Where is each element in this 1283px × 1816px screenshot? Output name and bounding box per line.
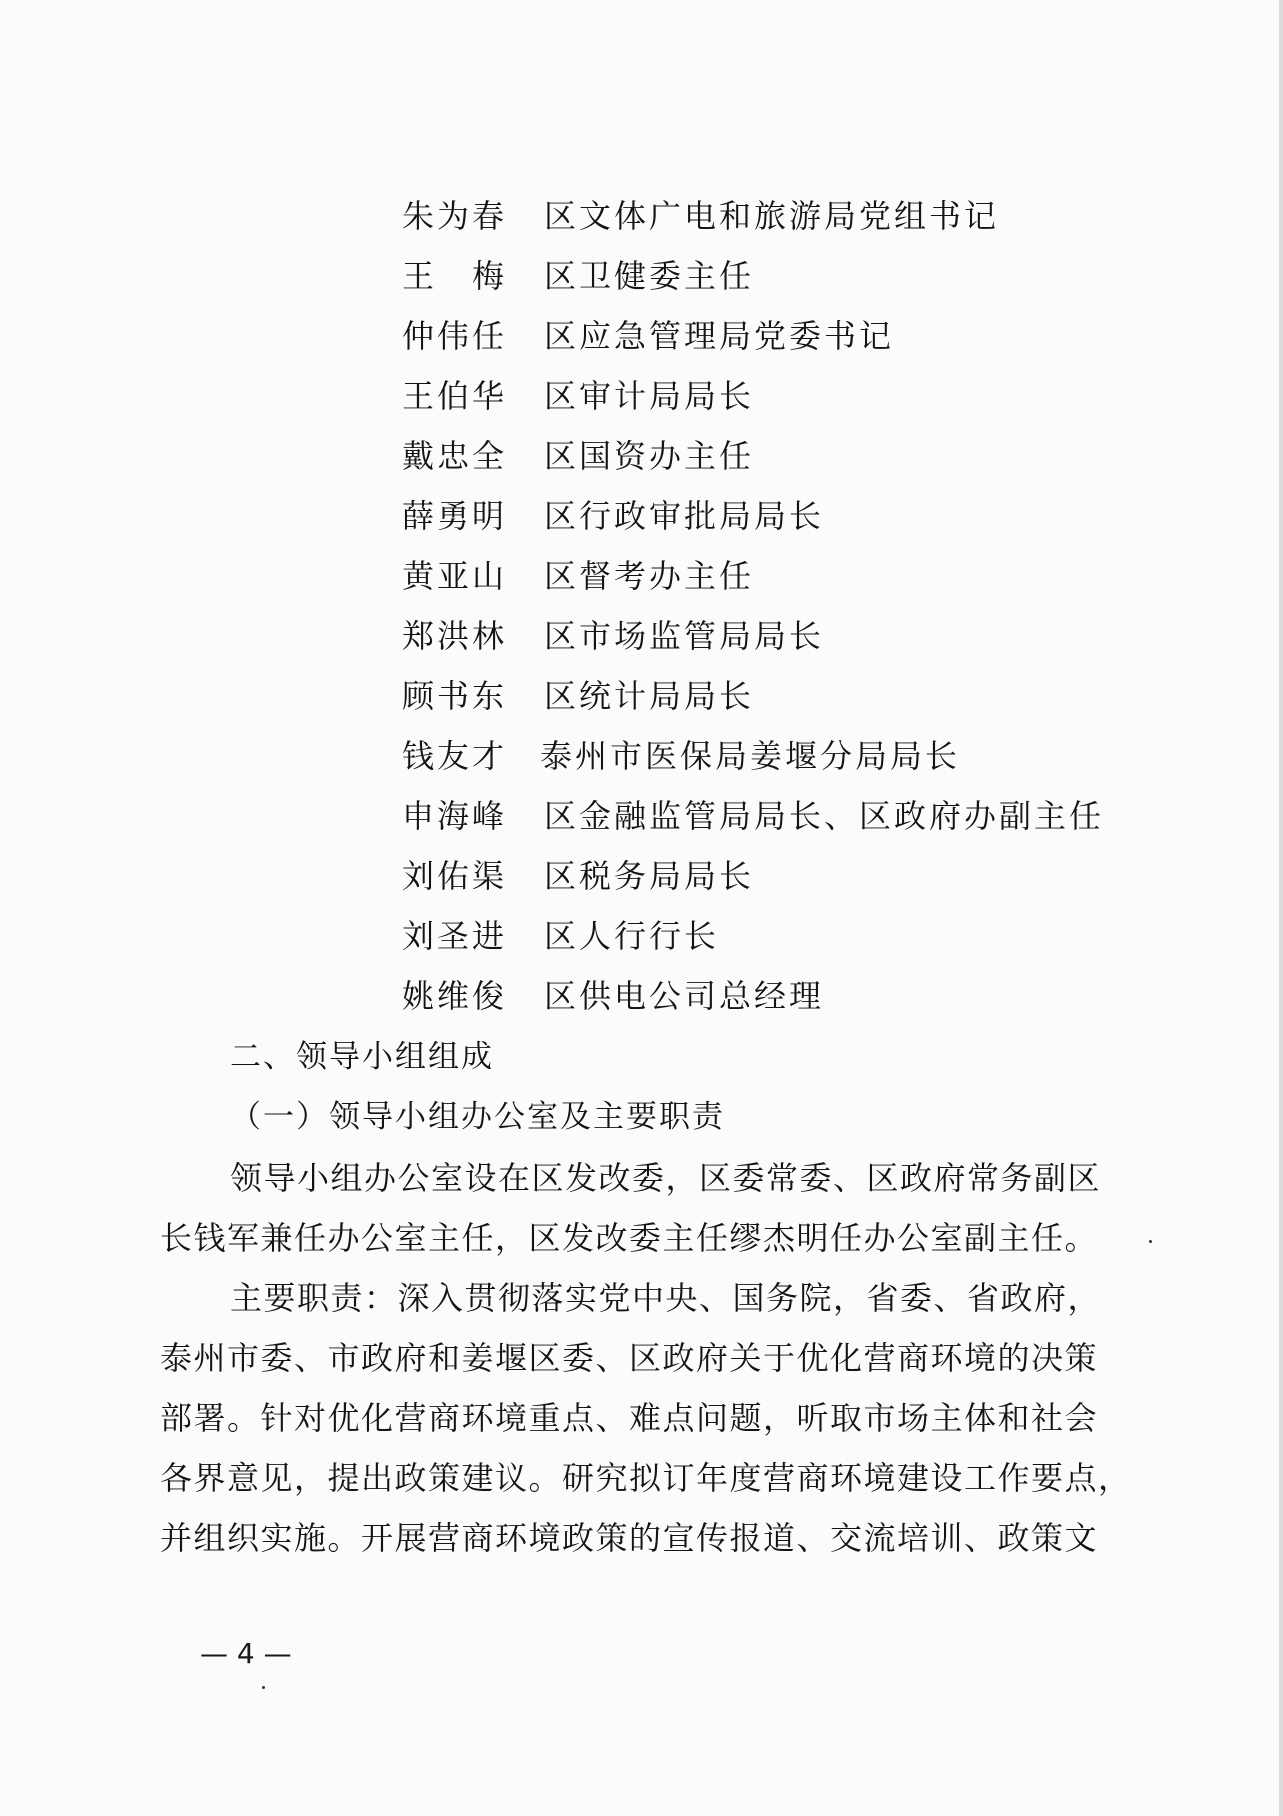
member-name: 刘佑渠 <box>402 857 508 895</box>
scan-edge <box>1279 0 1283 1816</box>
paragraph-line: 并组织实施。开展营商环境政策的宣传报道、交流培训、政策文 <box>160 1519 1099 1557</box>
member-name: 仲伟任 <box>402 317 508 355</box>
scan-speck <box>262 1686 265 1689</box>
paragraph-line: 长钱军兼任办公室主任，区发改委主任缪杰明任办公室副主任。 <box>160 1219 1099 1257</box>
member-role: 区行政审批局局长 <box>544 497 825 535</box>
member-role: 区人行行长 <box>544 917 720 955</box>
member-name: 戴忠全 <box>402 437 508 475</box>
member-name: 黄亚山 <box>402 557 508 595</box>
member-row <box>402 194 1162 238</box>
member-row <box>402 914 1162 958</box>
member-row <box>402 374 1162 418</box>
member-role: 区国资办主任 <box>544 437 755 475</box>
member-role: 区金融监管局局长、区政府办副主任 <box>544 797 1105 835</box>
member-row <box>402 434 1162 478</box>
member-row <box>402 854 1162 898</box>
paragraph-line: 部署。针对优化营商环境重点、难点问题，听取市场主体和社会 <box>160 1399 1099 1437</box>
member-role: 区文体广电和旅游局党组书记 <box>544 197 1000 235</box>
member-name: 钱友才 <box>402 737 508 775</box>
scan-speck <box>1149 1240 1152 1243</box>
member-role: 区卫健委主任 <box>544 257 755 295</box>
member-role: 区应急管理局党委书记 <box>544 317 895 355</box>
member-row <box>402 794 1162 838</box>
paragraph-line: 泰州市委、市政府和姜堰区委、区政府关于优化营商环境的决策 <box>160 1339 1099 1377</box>
member-role: 区审计局局长 <box>544 377 755 415</box>
member-name: 刘圣进 <box>402 917 508 955</box>
member-name: 申海峰 <box>402 797 508 835</box>
section-heading: 二、领导小组组成 <box>230 1039 494 1075</box>
member-row <box>402 254 1162 298</box>
paragraph-line: 主要职责：深入贯彻落实党中央、国务院，省委、省政府， <box>230 1279 1102 1317</box>
member-role: 区税务局局长 <box>544 857 755 895</box>
member-name: 王 梅 <box>402 257 508 295</box>
member-name: 郑洪林 <box>402 617 508 655</box>
page-number: — 4 — <box>200 1637 292 1670</box>
member-role: 区供电公司总经理 <box>544 977 825 1015</box>
member-row <box>402 554 1162 598</box>
member-row <box>402 734 1162 778</box>
member-row <box>402 614 1162 658</box>
member-name: 姚维俊 <box>402 977 508 1015</box>
member-name: 朱为春 <box>402 197 508 235</box>
member-role: 区市场监管局局长 <box>544 617 825 655</box>
member-role: 区统计局局长 <box>544 677 755 715</box>
member-name: 薛勇明 <box>402 497 508 535</box>
member-role: 区督考办主任 <box>544 557 755 595</box>
member-name: 顾书东 <box>402 677 508 715</box>
subsection-heading: （一）领导小组办公室及主要职责 <box>230 1099 725 1135</box>
member-row <box>402 974 1162 1018</box>
member-role: 泰州市医保局姜堰分局局长 <box>540 737 961 775</box>
member-name: 王伯华 <box>402 377 508 415</box>
member-row <box>402 674 1162 718</box>
paragraph-line: 各界意见，提出政策建议。研究拟订年度营商环境建设工作要点， <box>160 1459 1132 1497</box>
paragraph-line: 领导小组办公室设在区发改委，区委常委、区政府常务副区 <box>230 1159 1102 1197</box>
member-row <box>402 494 1162 538</box>
member-row <box>402 314 1162 358</box>
